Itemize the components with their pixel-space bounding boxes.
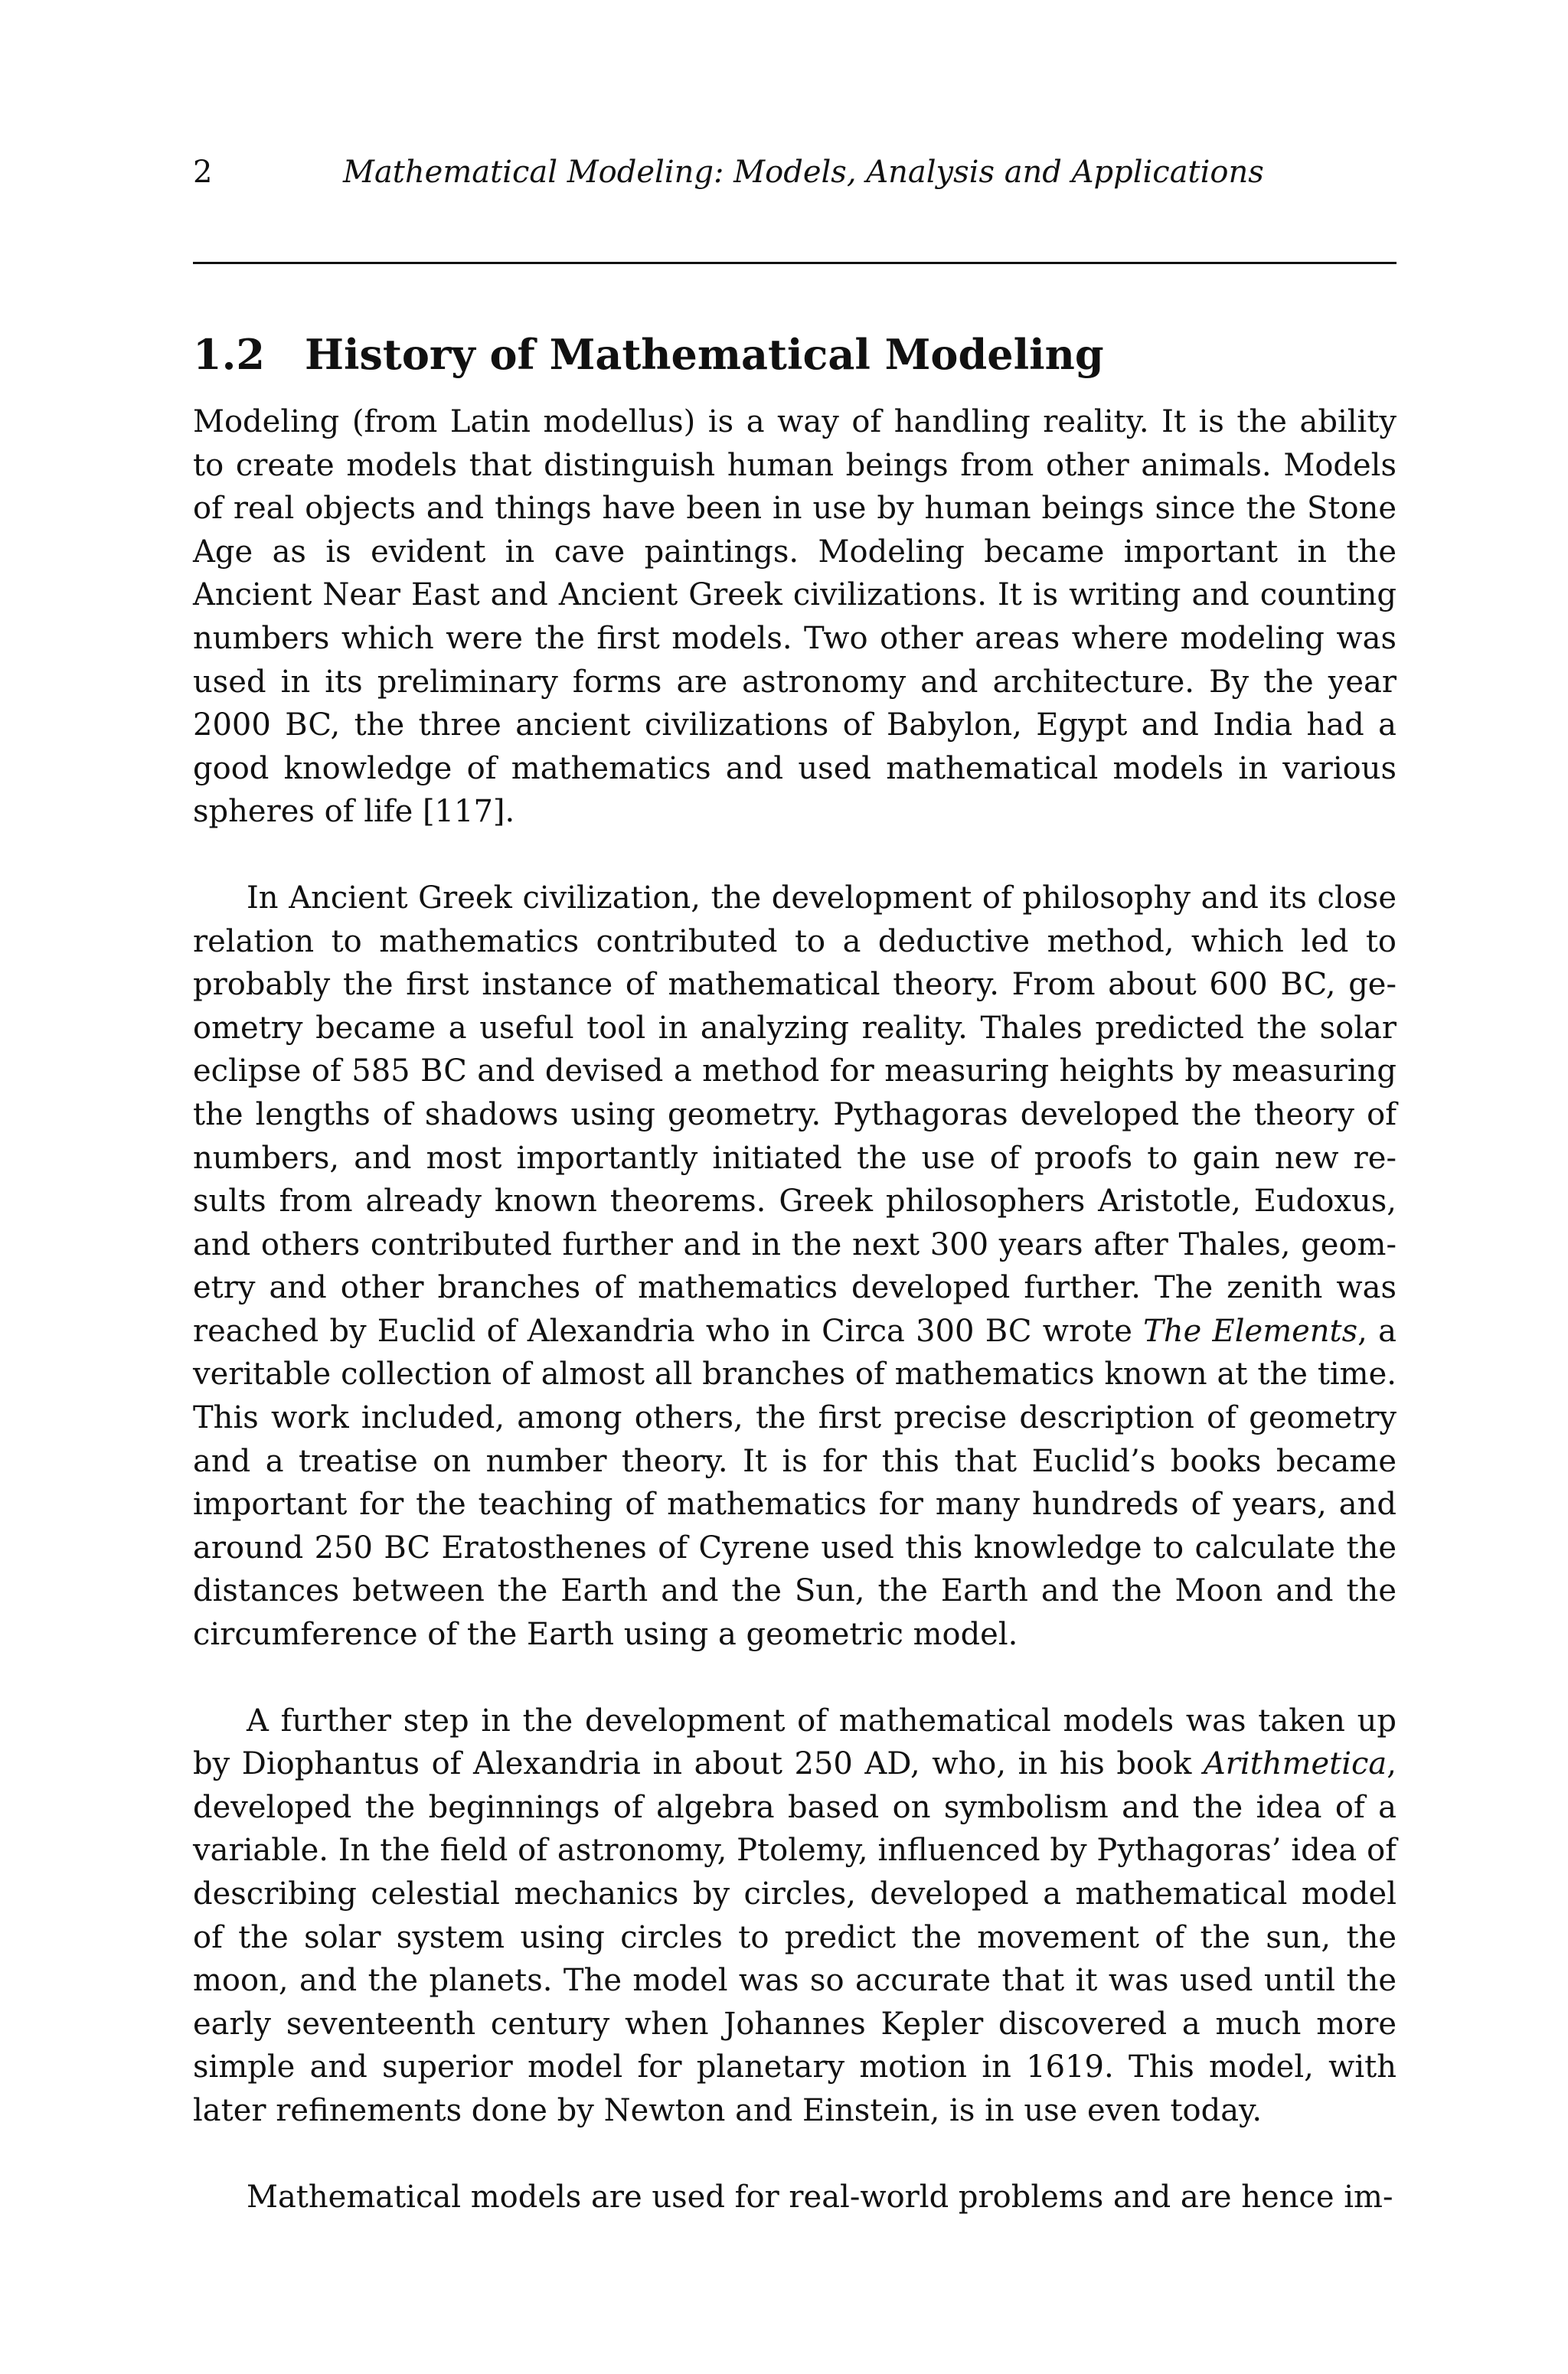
paragraph-3-text-b: , developed the beginnings of algebra based on symbolism and the idea of a variable. In the field of astronomy, Ptolemy, influenced by Pythagoras’ idea of describing celestial mechanics by circles, developed a mathematical model of the solar system using circles to predict the movement of the sun, the moon, and the planets. The model was so accurate that it was used until the early seventeenth century when Johannes Kepler discovered a much more simple and superior model for planetary motion in 1619. This model, with later refinements done by Newton and Einstein, is in use even today. — [193, 1746, 1396, 2128]
paragraph-2-text-a: In Ancient Greek civilization, the development of philosophy and its close relation to mathematics contributed to a deductive method, which led to probably the first instance of mathematical theory. From about 600 BC, geometry became a useful tool in analyzing reality. Thales predicted the solar eclipse of 585 BC and devised a method for measuring heights by measuring the lengths of shadows using geometry. Pythagoras developed the theory of numbers, and most importantly initiated the use of proofs to gain new results from already known theorems. Greek philosophers Aristotle, Eudoxus, and others contributed further and in the next 300 years after Thales, geometry and other branches of mathematics developed further. The zenith was reached by Euclid of Alexandria who in Circa 300 BC wrote — [193, 880, 1396, 1349]
section-number: 1.2 — [193, 330, 265, 379]
book-title-arithmetica: Arithmetica — [1203, 1746, 1387, 1782]
book-title-the-elements: The Elements — [1143, 1313, 1358, 1349]
paragraph-3 — [193, 1700, 1396, 2133]
paragraph-1: Modeling (from Latin modellus) is a way of handling reality. It is the ability to create models that distinguish human beings from other animals. Models of real objects and things have been in use by human beings since the Stone Age as is evident in cave paintings. Modeling became important in the Ancient Near East and Ancient Greek civilizations. It is writing and counting numbers which were the first models. Two other areas where modeling was used in its preliminary forms are astronomy and architecture. By the year 2000 BC, the three ancient civilizations of Babylon, Egypt and India had a good knowledge of mathematics and used mathematical models in various spheres of life [117]. — [193, 404, 1396, 830]
section-heading — [193, 329, 1104, 380]
paragraph-4: Mathematical models are used for real-world problems and are hence im- — [247, 2179, 1393, 2215]
paragraph-2-text-b: , a veritable collection of almost all branches of mathematics known at the time. This work included, among others, the first precise description of geometry and a treatise on number theory. It is for this that Euclid’s books became important for the teaching of mathematics for many hundreds of years, and around 250 BC Eratosthenes of Cyrene used this knowledge to calculate the distances between the Earth and the Sun, the Earth and the Moon and the circumference of the Earth using a geometric model. — [193, 1313, 1396, 1653]
page-number: 2 — [193, 155, 213, 190]
section-title: History of Mathematical Modeling — [305, 330, 1104, 379]
paragraph-2 — [193, 877, 1396, 1657]
paragraph-3-text-a: A further step in the development of mathematical models was taken up by Diophantus of Alexandria in about 250 AD, who, in his book — [193, 1703, 1396, 1782]
running-title: Mathematical Modeling: Models, Analysis and Applications — [343, 155, 1264, 190]
body-text — [193, 400, 1396, 2219]
header-rule — [193, 262, 1396, 264]
